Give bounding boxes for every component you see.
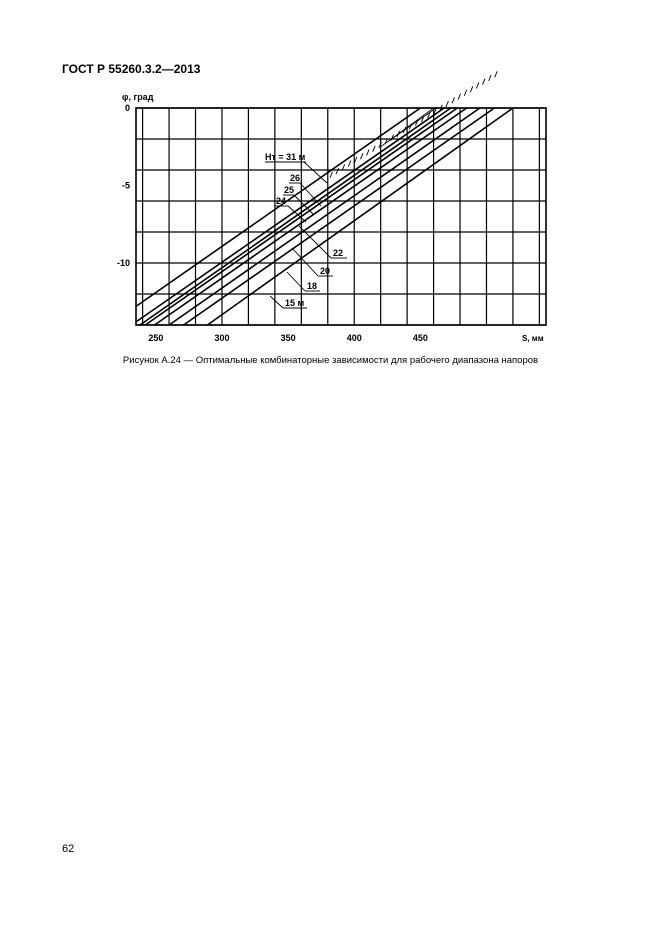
figure-caption: Рисунок А.24 — Оптимальные комбинаторные зависимости для рабочего диапазона напоров	[122, 355, 539, 366]
label-26: 26	[290, 173, 301, 183]
page-number: 62	[62, 843, 75, 855]
y-axis-label: φ, град	[122, 92, 154, 102]
series-line	[155, 108, 467, 325]
label-22: 22	[333, 248, 344, 258]
x-tick-label: 250	[148, 333, 164, 343]
hatch-mark	[483, 79, 486, 85]
series-line	[207, 108, 513, 325]
series-line	[136, 108, 420, 306]
label-15: 15 м	[285, 298, 305, 308]
series-line	[184, 108, 495, 325]
series-line	[140, 108, 451, 325]
hatch-mark	[367, 149, 370, 155]
hatch-mark	[464, 90, 467, 96]
hatch-mark	[495, 71, 498, 77]
hatch-mark	[452, 97, 455, 103]
label-18: 18	[307, 281, 318, 291]
chart	[0, 0, 661, 350]
chart-series	[136, 108, 513, 325]
hatch-mark	[446, 101, 449, 107]
x-tick-label: 450	[412, 333, 428, 343]
hatch-mark	[348, 161, 351, 167]
hatch-mark	[489, 75, 492, 81]
label-20: 20	[320, 266, 331, 276]
chart-grid	[136, 108, 546, 325]
hatch-mark	[373, 146, 376, 152]
hatch-mark	[458, 94, 461, 100]
label-25: 25	[284, 185, 295, 195]
document-header: ГОСТ Р 55260.3.2—2013	[62, 62, 201, 76]
x-axis-label: S, мм	[522, 334, 544, 343]
hatch-mark	[361, 153, 364, 159]
label-24: 24	[276, 196, 287, 206]
x-tick-label: 300	[214, 333, 230, 343]
x-tick-label: 350	[280, 333, 296, 343]
hatch-mark	[476, 82, 479, 88]
plot-frame	[136, 108, 546, 325]
label-h31: Hт = 31 м	[265, 152, 306, 162]
y-tick-label: -5	[121, 180, 130, 191]
x-tick-label: 400	[346, 333, 362, 343]
series-line	[136, 108, 444, 322]
hatch-mark	[470, 86, 473, 92]
hatch-mark	[336, 168, 339, 174]
y-tick-label: -10	[116, 258, 130, 268]
hatch-mark	[330, 172, 333, 178]
y-tick-label: 0	[124, 103, 130, 113]
